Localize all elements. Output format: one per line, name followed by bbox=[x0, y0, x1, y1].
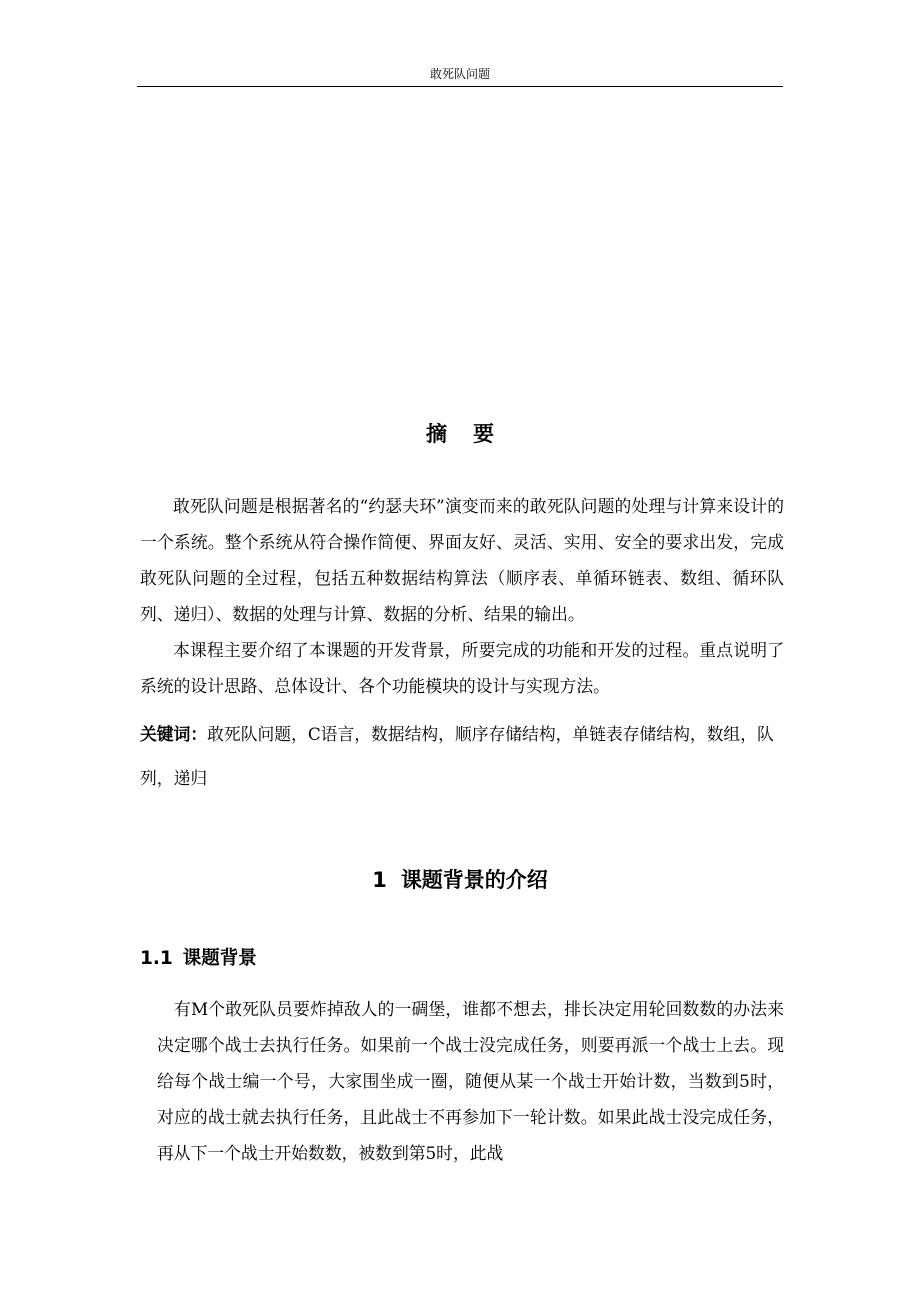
section-number: 1.1 bbox=[140, 948, 173, 969]
keywords-text: 敢死队问题，C语言，数据结构，顺序存储结构，单链表存储结构，数组，队列，递归 bbox=[140, 724, 774, 788]
page-header bbox=[137, 62, 783, 87]
abstract-body bbox=[140, 488, 784, 704]
section-body bbox=[157, 991, 784, 1171]
abstract-paragraph: 本课程主要介绍了本课题的开发背景，所要完成的功能和开发的过程。重点说明了系统的设计思路、总体设计、各个功能模块的设计与实现方法。 bbox=[140, 640, 784, 696]
section-heading bbox=[140, 942, 257, 976]
abstract-paragraph: 敢死队问题是根据著名的“约瑟夫环”演变而来的敢死队问题的处理与计算来设计的一个系统。整个系统从符合操作简便、界面友好、灵活、实用、安全的要求出发，完成敢死队问题的全过程，包括五种数据结构算法（顺序表、单循环链表、数组、循环队列、递归）、数据的处理与计算、数据的分析、结果的输出。 bbox=[140, 496, 784, 624]
section-paragraph: 有M个敢死队员要炸掉敌人的一碉堡，谁都不想去，排长决定用轮回数数的办法来决定哪个战士去执行任务。如果前一个战士没完成任务，则要再派一个战士上去。现给每个战士编一个号，大家围坐成一圈，随便从某一个战士开始计数，当数到5时，对应的战士就去执行任务，且此战士不再参加下一轮计数。如果此战士没完成任务，再从下一个战士开始数数，被数到第5时，此战 bbox=[157, 999, 784, 1163]
chapter-heading bbox=[0, 862, 920, 898]
abstract-title: 摘要 bbox=[426, 422, 520, 446]
chapter-title: 课题背景的介绍 bbox=[400, 868, 548, 892]
keywords bbox=[140, 712, 784, 800]
chapter-number: 1 bbox=[372, 868, 387, 892]
keywords-label: 关键词： bbox=[140, 724, 208, 744]
header-title: 敢死队问题 bbox=[429, 67, 490, 81]
section-title: 课题背景 bbox=[182, 948, 257, 969]
